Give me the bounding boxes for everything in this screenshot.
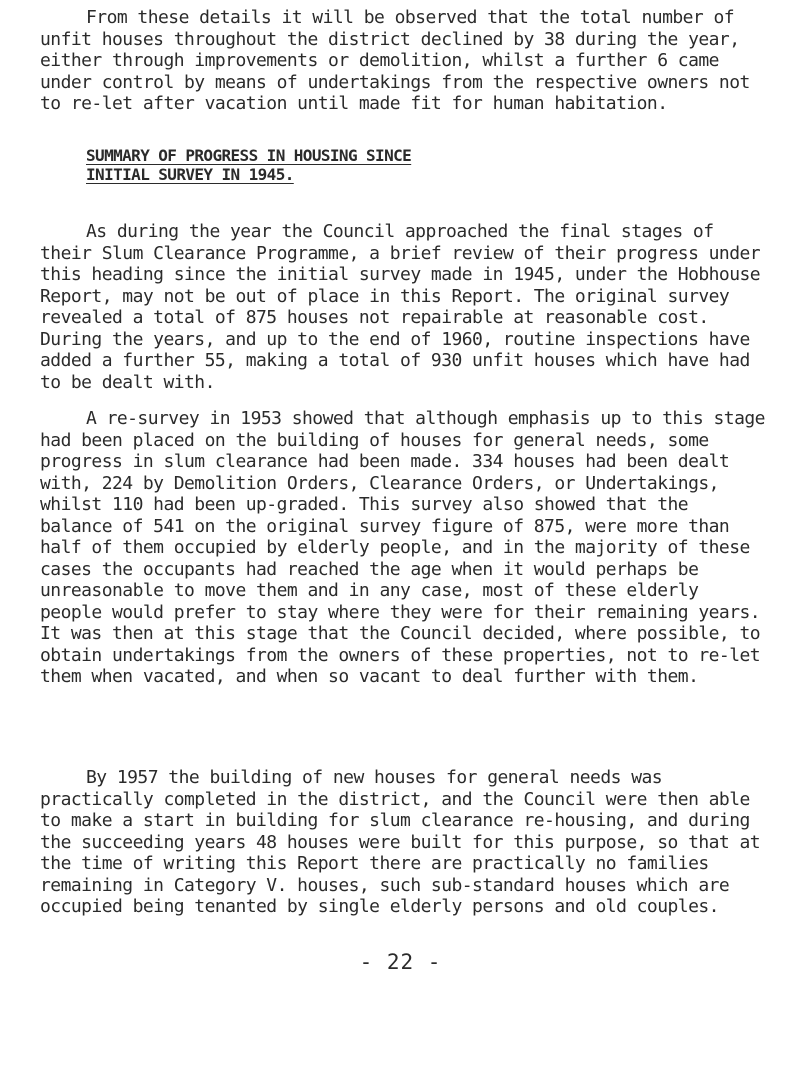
paragraph-building-1957: By 1957 the building of new houses for general needs was practically completed in the district, and the Council were then able to make a start in building for slum clearance re-housing, and during the succeeding years 48 houses were built for this purpose, so that at the time of writing this Report there are practically no families remaining in Category V. houses, such sub-standard houses which are occupied being tenanted by single elderly persons and old couples.: [40, 767, 761, 917]
page-number: - 22 -: [359, 950, 442, 974]
section-heading-line-1: SUMMARY OF PROGRESS IN HOUSING SINCE: [86, 146, 412, 165]
paragraph-progress-review: As during the year the Council approached the final stages of their Slum Clearance Programme, a brief review of their progress under this heading since the initial survey made in 1945, under the Hobhouse Report, may not be out of place in this Report. The original survey revealed a total of 875 houses not repairable at reasonable cost. During the years, and up to the end of 1960, routine inspections have added a further 55, making a total of 930 unfit houses which have had to be dealt with.: [40, 221, 761, 393]
paragraph-unfit-houses-decline: From these details it will be observed that the total number of unfit houses throughout the district declined by 38 during the year, either through improvements or demolition, whilst a further 6 came under control by means of undertakings from the respective owners not to re-let after vacation until made fit for human habitation.: [40, 7, 750, 114]
paragraph-resurvey-1953: A re-survey in 1953 showed that although emphasis up to this stage had been placed on the building of houses for general needs, some progress in slum clearance had been made. 334 houses had been dealt with, 224 by Demolition Orders, Clearance Orders, or Undertakings, whilst 110 had been up-graded. This survey also showed that the balance of 541 on the original survey figure of 875, were more than half of them occupied by elderly people, and in the majority of these cases the occupants had reached the age when it would perhaps be unreasonable to move them and in any case, most of these elderly people would prefer to stay where they were for their remaining years. It was then at this stage that the Council decided, where possible, to obtain undertakings from the owners of these properties, not to re-let them when vacated, and when so vacant to deal further with them.: [40, 408, 765, 687]
section-heading-line-2: INITIAL SURVEY IN 1945.: [86, 165, 294, 184]
section-heading: [86, 146, 411, 184]
